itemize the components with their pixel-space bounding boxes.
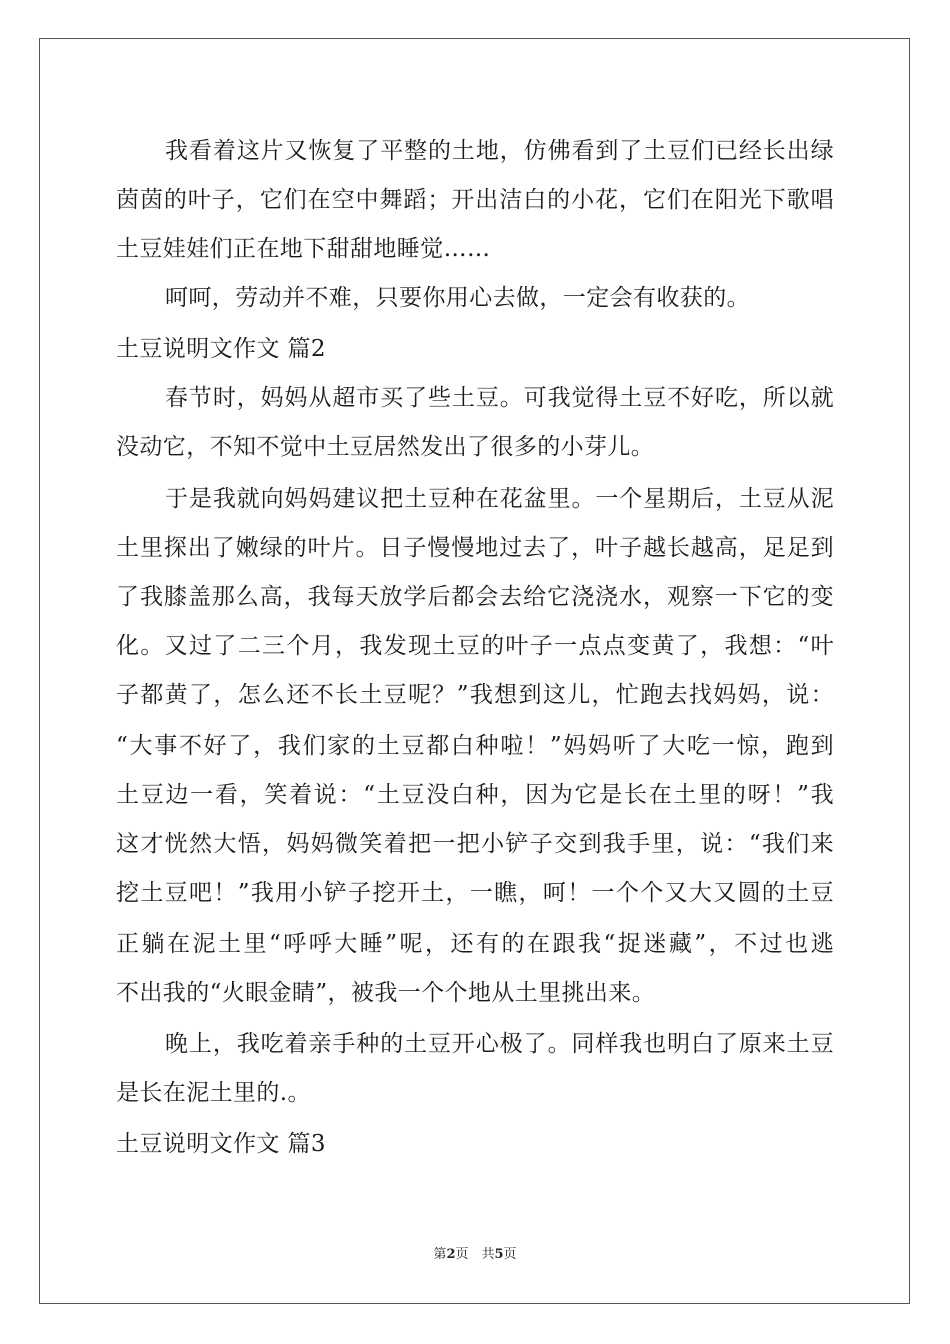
text-line: 呵呵，劳动并不难，只要你用心去做，一定会有收获的。 <box>165 285 750 311</box>
section-heading: 土豆说明文作文 篇3 <box>116 1131 326 1157</box>
text-line: 了我膝盖那么高，我每天放学后都会去给它浇浇水，观察一下它的变 <box>116 584 834 610</box>
total-page-number: 5 <box>494 1247 504 1262</box>
text-line: 土豆边一看，笑着说：“土豆没白种，因为它是长在土里的呀！”我 <box>116 782 834 808</box>
text-line: 正躺在泥土里“呼呼大睡”呢，还有的在跟我“捉迷藏”，不过也逃 <box>116 931 834 957</box>
footer-prefix: 第 <box>433 1247 447 1262</box>
text-line: “大事不好了，我们家的土豆都白种啦！”妈妈听了大吃一惊，跑到 <box>116 733 834 759</box>
footer-suffix: 页 <box>503 1247 517 1262</box>
page-footer <box>0 1246 950 1264</box>
text-line: 土豆娃娃们正在地下甜甜地睡觉…… <box>116 236 491 262</box>
current-page-number: 2 <box>446 1247 456 1262</box>
text-line: 春节时，妈妈从超市买了些土豆。可我觉得土豆不好吃，所以就 <box>165 385 834 411</box>
text-line: 我看着这片又恢复了平整的土地，仿佛看到了土豆们已经长出绿 <box>165 138 834 164</box>
text-line: 不出我的“火眼金睛”，被我一个个地从土里挑出来。 <box>116 980 656 1006</box>
text-line: 晚上，我吃着亲手种的土豆开心极了。同样我也明白了原来土豆 <box>165 1031 834 1057</box>
text-line: 子都黄了，怎么还不长土豆呢？”我想到这儿，忙跑去找妈妈，说： <box>116 682 834 708</box>
section-heading: 土豆说明文作文 篇2 <box>116 336 326 362</box>
text-line: 化。又过了二三个月，我发现土豆的叶子一点点变黄了，我想：“叶 <box>116 633 834 659</box>
text-line: 挖土豆吧！”我用小铲子挖开土，一瞧，呵！一个个又大又圆的土豆 <box>116 880 834 906</box>
text-line: 是长在泥土里的.。 <box>116 1080 311 1106</box>
page-frame <box>39 38 910 1304</box>
text-line: 没动它，不知不觉中土豆居然发出了很多的小芽儿。 <box>116 434 655 460</box>
text-line: 于是我就向妈妈建议把土豆种在花盆里。一个星期后，土豆从泥 <box>165 486 834 512</box>
text-line: 土里探出了嫩绿的叶片。日子慢慢地过去了，叶子越长越高，足足到 <box>116 535 834 561</box>
text-line: 茵茵的叶子，它们在空中舞蹈；开出洁白的小花，它们在阳光下歌唱 <box>116 187 834 213</box>
footer-mid: 页 共 <box>455 1247 495 1262</box>
text-line: 这才恍然大悟，妈妈微笑着把一把小铲子交到我手里，说：“我们来 <box>116 831 834 857</box>
